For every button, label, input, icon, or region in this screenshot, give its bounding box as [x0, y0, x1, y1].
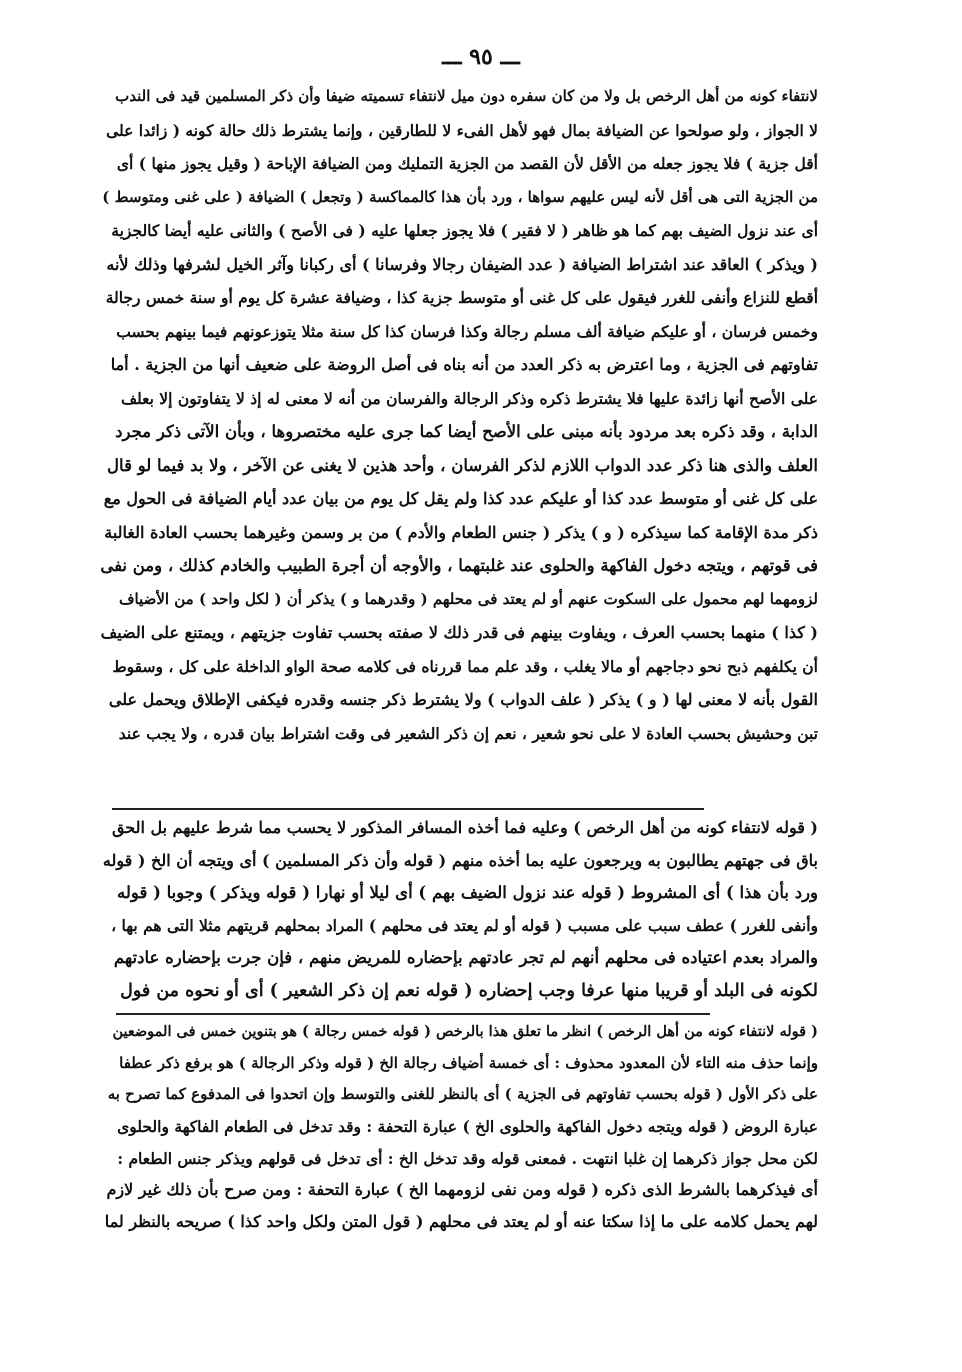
main-text-line: الدابة ، وقد ذكره بعد مردود بأنه مبنى على الأصح أيضا كما جرى عليه مختصروها ، وبأن الآتى ذكر مجرد [115, 422, 818, 441]
main-text-line: ( كذا ) منهما بحسب العرف ، ويفاوت بينهم فى قدر ذلك لا صفته بحسب تفاوت جزيتهم ، ويمتنع على الضيف [100, 623, 818, 642]
main-text-line: على كل غنى أو متوسط عدد كذا أو عليكم عدد كذا ولم يقل كل يوم من بيان عدد أيام الضيافة فى الحول مع [103, 489, 818, 508]
hashiya-line: باق فى جهتهم يطالبون به ويرجعون عليه بما أخذه منهم ( قوله وأن ذكر المسلمين ) أى ويتجه أن الخ ( قوله [102, 850, 818, 870]
hashiya-line: ( قوله لانتفاء كونه من أهل الرخص ) وعليه فما أخذه المسافر المذكور لا يحسب مما شرط عليهم بل الحق [111, 818, 818, 837]
taqrir-line: لهم يحمل كلامه على ما إذا سكتا عنه أو لم يعتد فى محلهم ( قول المتن ولكل واحد كذا ) صريحه بالنظر لما [104, 1212, 818, 1232]
taqrir-line: ( قوله لانتفاء كونه من أهل الرخص ) انظر ما تعلق هذا بالرخص ( قوله خمس رجالة ) هو بتنوين خمس فى الموضعين [112, 1023, 818, 1040]
main-text-line: لا الجواز ، ولو صولحوا عن الضيافة بمال فهو لأهل الفىء لا للطارقين ، وإنما يشترط ذلك حالة كونه ( زائدا على [106, 120, 818, 140]
main-text-line: لانتفاء كونه من أهل الرخص بل ولا من كان سفره دون ميل لانتفاء تسميته ضيفا وأن ذكر المسلمين قيد فى الندب [115, 87, 818, 105]
main-text-line: القول بأنه لا معنى لها ( و ) يذكر ( علف الدواب ) ولا يشترط ذكر جنسه وقدره فيكفى الإطلاق ويحمل على [108, 690, 818, 709]
hashiya-line: والمراد بعدم اعتياده فى محلهم أنهم لم تجر عادتهم بإحضاره للمريض منهم ، فإن جرت بإحضاره عادتهم [113, 948, 818, 967]
page-number: ـــ ٩٥ ـــ [442, 44, 520, 70]
main-text-line: أقل جزية ) فلا يجوز جعله من الأقل لأن القصد من الجزية التمليك ومن الضيافة الإباحة ( وقيل يجوز منها ) أى [116, 154, 818, 173]
taqrir-line: على ذكر الأول ( قوله بحسب تفاوتهم فى الجزية ) أى بالنظر للغنى والتوسط وإن اتحدوا فى المدفوع كما تصرح به [107, 1085, 818, 1104]
main-text-line: لزومهما لهم محمول على السكوت عنهم أو لم يعتد فى محلهم ( وقدرهما و ) يذكر أن ( لكل واحد ) من الأضياف [118, 589, 818, 608]
taqrir-commentary [100, 1016, 818, 1238]
hashiya-line: لكونه فى البلد أو قريبا منها عرفا وجب إحضاره ( قوله نعم إن ذكر الشعير ) أى أو نحوه من فول [120, 980, 818, 1001]
taqrir-line: لكن محل جواز ذكرهما إن غلبا انتهت . فمعنى قوله وقد تدخل الخ : أى تدخل فى قولهم ويذكر جنس الطعام : [117, 1148, 818, 1168]
main-text-line: تفاوتهم فى الجزية ، وما اعترض به ذكر العدد من أنه بناه فى أصل الروضة على ضعيف أنها من الجزية . أما [110, 355, 818, 374]
footnote-separator [112, 808, 704, 810]
main-text-line: وخمس فرسان ، أو عليكم ضيافة ألف مسلم رجالة وكذا فرسان كذا كل سنة مثلا يتوزعونهم فيما بينهم بحسب [116, 321, 818, 341]
hashiya-line: وأنفى للغرر ) عطف سبب على مسبب ( قوله أو لم يعتد فى محلهم ) المراد بمحلهم قريتهم مثلا التى هم بها ، [111, 915, 818, 935]
hashiya-line: ورد بأن هذا ) أى المشروط ( قوله عند نزول الضيف بهم ) أى ليلا أو نهارا ( قوله ويذكر ) وجوبا ( قوله [117, 883, 818, 902]
taqrir-line: وإنما حذف منه التاء لأن المعدود محذوف : أى خمسة أضياف رجالة الخ ( قوله وذكر الرجالة ) هو برفع ذكر عطفا [119, 1053, 818, 1072]
taqrir-line: عبارة الروض ( قوله ويتجه دخول الفاكهة والحلوى الخ ) عبارة التحفة : وقد تدخل فى الطعام الفاكهة والحلوى [117, 1117, 818, 1137]
hashiya-commentary [100, 812, 818, 1007]
main-text-line: ( ويذكر ) العاقد عند اشتراط الضيافة ( عدد الضيفان رجالا وفرسانا ) أى ركبانا وآثر الخيل لشرفها وذلك لأنه [106, 254, 818, 274]
main-text-line: أى عند نزول الضيف بهم كما هو ظاهر ( لا فقير ) فلا يجوز جعلها عليه ( فى الأصح ) والثانى عليه أيضا كالجزية [111, 221, 818, 240]
main-text-line: أن يكلفهم ذبح نحو دجاجهم أو مالا يغلب ، وقد علم مما قررناه فى كلامه صحة الواو الداخلة على كل ، وسقوط [112, 656, 818, 676]
main-text-line: فى قوتهم ، ويتجه دخول الفاكهة والحلوى عند غلبتهما ، والأوجه أن أجرة الطبيب والخادم كذلك ، ومن نفى [100, 556, 818, 575]
main-text-line: تبن وحشيش بحسب العادة لا على نحو شعير ، نعم إن ذكر الشعير فى وقت اشتراط بيان قدره ، ولا يجب عند [118, 723, 818, 743]
main-text-line: ذكر مدة الإقامة كما سيذكره ( و ) يذكر ( جنس الطعام والأدم ) من بر وسمن وغيرهما بحسب العادة الغالبة [104, 522, 818, 542]
main-text [100, 80, 818, 750]
taqrir-line: أى فيذكرهما بالشرط الذى ذكره ( قوله ومن نفى لزومهما الخ ) عبارة التحفة : ومن صرح بأن ذلك غير لازم [106, 1180, 818, 1200]
main-text-line: من الجزية التى هى أقل لأنه ليس عليهم سواها ، ورد بأن هذا كالمماكسة ( وتجعل ) الضيافة ( على غنى ومتوسط ) [102, 187, 818, 206]
main-text-line: العلف والذى هنا ذكر عدد الدواب اللازم لذكر الفرسان ، وأحد هذين لا يغنى عن الآخر ، ولا بد فيما لو قال [107, 455, 818, 475]
footnote-separator [116, 1013, 710, 1015]
main-text-line: أقطع للنزاع وأنفى للغرر فيقول على كل غنى أو متوسط جزية كذا ، وضيافة عشرة كل يوم أو سنة خمس رجالة [105, 288, 818, 307]
main-text-line: على الأصح أنها زائدة عليها فلا يشترط ذكره وذكر الرجالة والفرسان من أنه لا معنى له إذ لا يتفاوتون إلا بعلف [120, 388, 818, 408]
